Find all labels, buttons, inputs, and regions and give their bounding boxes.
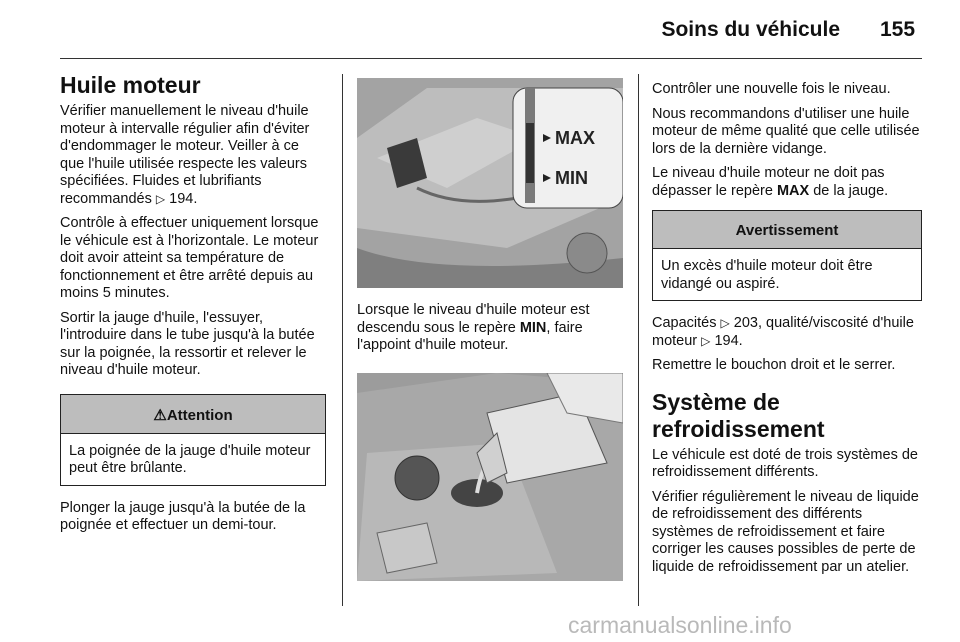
paragraph-recommendation: Nous recommandons d'utiliser une huile moteur de même qualité que celle utilisée lors de la dernière vidange. — [652, 105, 920, 157]
paragraph-max-level-text-b: de la jauge. — [809, 182, 889, 199]
warning-triangle-icon: ⚠ — [153, 406, 167, 424]
paragraph-recheck: Contrôler une nouvelle fois le niveau. — [652, 81, 891, 97]
page-ref-link-203[interactable]: 203, qualité/viscosité d'huile moteur — [652, 315, 914, 349]
paragraph-plunge: Plonger la jauge jusqu'à la butée de la poignée et effectuer un demi-tour. — [60, 499, 306, 533]
paragraph-top-up-text-b: , faire l'appoint d'huile moteur. — [357, 319, 583, 353]
min-mark-bold: MIN — [519, 319, 547, 336]
page-ref-link-194[interactable]: 194. — [714, 332, 743, 349]
page-ref-arrow-icon: ▷ — [720, 316, 730, 330]
attention-body: La poignée de la jauge d'huile moteur peut être brûlante. — [69, 442, 311, 476]
warning-header: Avertissement — [653, 211, 921, 249]
column-1 — [60, 72, 326, 542]
warning-body: Un excès d'huile moteur doit être vidangé ou aspiré. — [661, 258, 873, 292]
capacities-text: Capacités — [652, 315, 717, 331]
warning-box — [652, 210, 922, 301]
paragraph-cooling-systems: Le véhicule est doté de trois systèmes de refroidissement différents. — [652, 446, 918, 480]
paragraph-cap: Remettre le bouchon droit et le serrer. — [652, 357, 896, 373]
paragraph-max-level — [652, 165, 922, 200]
oil-pouring-drawing — [357, 373, 623, 581]
dipstick-illustration — [357, 78, 623, 288]
paragraph-capacities — [652, 315, 922, 350]
section-title-cooling: Système de refroidissement — [652, 388, 825, 442]
paragraph-check-oil-text: Vérifier manuellement le niveau d'huile moteur à intervalle régulier afin d'éviter d'endommager le moteur. Veiller à ce que l'huile utilisée respecte les valeurs spécifiées. Fluides et lubrifiants recommandés — [60, 103, 310, 207]
page-ref-arrow-icon: ▷ — [701, 333, 711, 348]
page-ref-arrow-icon: ▷ — [155, 191, 166, 206]
paragraph-check-oil — [60, 103, 326, 208]
oil-filling-illustration — [357, 373, 623, 581]
header-title: Soins du véhicule — [661, 18, 840, 41]
column-3 — [652, 72, 922, 583]
paragraph-top-up-text-a: Lorsque le niveau d'huile moteur est descendu sous le repère — [357, 302, 590, 336]
page-number: 155 — [880, 18, 916, 41]
paragraph-max-level-text-a: Le niveau d'huile moteur ne doit pas dépasser le repère — [652, 165, 885, 199]
engine-dipstick-drawing — [357, 78, 623, 288]
attention-box — [60, 394, 326, 486]
max-mark-bold: MAX — [776, 182, 810, 199]
column-divider-1 — [342, 74, 343, 606]
paragraph-top-up — [357, 302, 623, 355]
section-title-engine-oil: Huile moteur — [60, 72, 201, 98]
max-label: MAX — [555, 128, 595, 148]
attention-header — [61, 395, 325, 434]
page-ref-link[interactable]: 194. — [169, 190, 198, 207]
min-label: MIN — [555, 168, 588, 188]
column-divider-2 — [638, 74, 639, 606]
attention-title: Attention — [166, 406, 233, 424]
paragraph-dipstick: Sortir la jauge d'huile, l'essuyer, l'introduire dans le tube jusqu'à la butée sur la poignée, la ressortir et relever le niveau d'huile moteur. — [60, 309, 315, 378]
column-2 — [357, 72, 623, 581]
paragraph-conditions: Contrôle à effectuer uniquement lorsque le véhicule est à l'horizontale. Le moteur doit avoir atteint sa température de fonctionnement et être arrêté depuis au moins 5 minutes. — [60, 215, 319, 301]
paragraph-cooling-check: Vérifier régulièrement le niveau de liquide de refroidissement des différents systèmes de refroidissement et faire corriger les causes possibles de perte de liquide de refroidissement par un atelier. — [652, 488, 919, 575]
header-rule — [60, 58, 922, 59]
watermark: carmanualsonline.info — [568, 612, 792, 638]
